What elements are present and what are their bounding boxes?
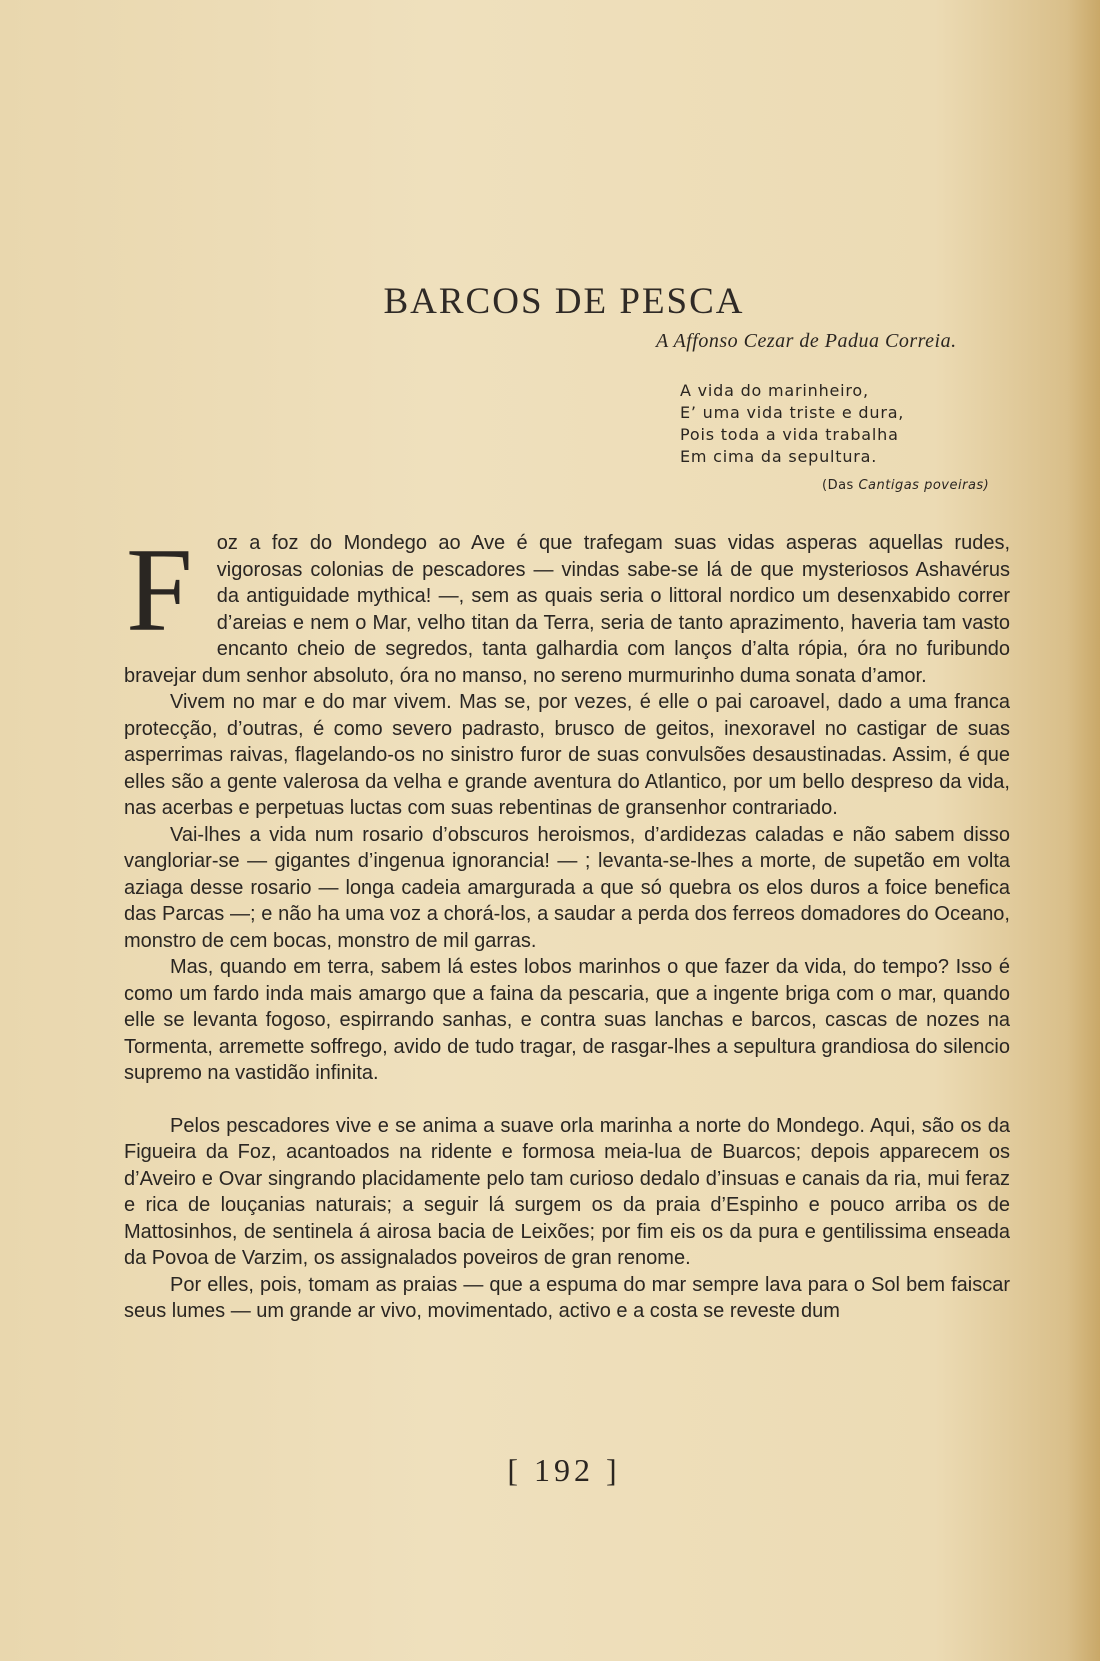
paragraph-text: oz a foz do Mondego ao Ave é que trafegam suas vidas asperas aquellas rudes, vigorosas colonias de pescadores — vindas sabe-se lá de que mysteriosos Ashavérus da antiguidade mythica! —, sem as quais seria o littoral nordico um desenxabido correr d’areias e nem o Mar, velho titan da Terra, seria de tanto aprazimento, haveria tam vasto encanto cheio de segredos, tanta galhardia com lanços d’alta rópia, óra no furibundo bravejar dum senhor absoluto, óra no manso, no sereno murmurinho duma sonata d’amor. [124,532,1010,687]
epigraph-source [822,478,989,493]
drop-cap: F [126,523,193,656]
paragraph: Vai-lhes a vida num rosario d’obscuros heroismos, d’ardidezas caladas e não sabem disso vangloriar-se — gigantes d’ingenua ignorancia! — ; levanta-se-lhes a morte, de supetão em volta aziaga desse rosario — longa cadeia amargurada a que só quebra os elos duros a foice benefica das Parcas —; e não ha uma voz a chorá-los, a saudar a perda dos ferreos domadores do Oceano, monstro de cem bocas, monstro de mil garras. [124,823,1010,952]
epigraph-source-title: Cantigas poveiras) [858,478,990,493]
epigraph [680,380,904,468]
page-number: [ 192 ] [507,1452,621,1488]
epigraph-line: Pois toda a vida trabalha [680,425,899,444]
epigraph-source-prefix: (Das [822,478,859,493]
epigraph-line: Em cima da sepultura. [680,447,878,466]
article-title: BARCOS DE PESCA [383,280,745,322]
dedication: A Affonso Cezar de Padua Correia. [656,330,957,352]
paragraph [124,523,1010,689]
paragraph: Mas, quando em terra, sabem lá estes lobos marinhos o que fazer da vida, do tempo? Isso é como um fardo inda mais amargo que a faina da pescaria, que a ingente briga com o mar, quando elle se levanta fogoso, espirrando sanhas, e contra suas lanchas e barcos, cascas de nozes na Tormenta, arremette soffrego, avido de tudo tragar, de rasgar-lhes a sepultura grandiosa do silencio supremo na vastidão infinita. [124,956,1010,1084]
article-body [124,523,1010,1325]
epigraph-line: E’ uma vida triste e dura, [680,403,905,422]
paragraph: Vivem no mar e do mar vivem. Mas se, por vezes, é elle o pai caroavel, dado a uma franca protecção, d’outras, é como severo padrasto, brusco de geitos, inexoravel no castigar de suas asperrimas raivas, flagelando-os no sinistro furor de suas convulsões desaustinadas. Assim, é que elles são a gente valerosa da velha e grande aventura do Atlantico, por um bello despreso da vida, nas acerbas e perpetuas luctas com suas rebentinas de gransenhor contrariado. [124,691,1010,819]
paragraph: Pelos pescadores vive e se anima a suave orla marinha a norte do Mondego. Aqui, são os da Figueira da Foz, acantoados na ridente e formosa meia-lua de Buarcos; depois apparecem os d’Aveiro e Ovar singrando placidamente pelo tam curioso dedalo d’insuas e canais da ria, mui feraz e rica de louçanias naturais; a seguir lá surgem os da praia d’Espinho e pouco arriba os de Mattosinhos, de sentinela á airosa bacia de Leixões; por fim eis os da pura e gentilissima enseada da Povoa de Varzim, os assignalados poveiros de gran renome. [124,1114,1010,1269]
paragraph: Por elles, pois, tomam as praias — que a espuma do mar sempre lava para o Sol bem faiscar seus lumes — um grande ar vivo, movimentado, activo e a costa se reveste dum [124,1273,1010,1322]
epigraph-line: A vida do marinheiro, [680,381,869,400]
